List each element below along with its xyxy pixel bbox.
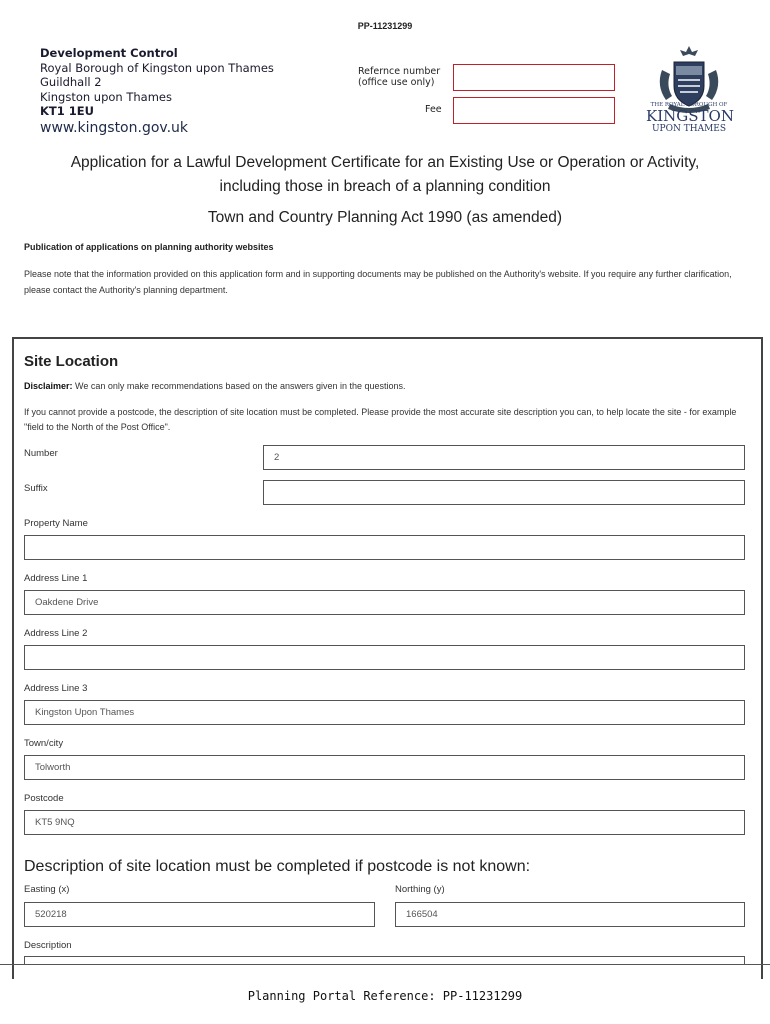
address-line-1-label: Address Line 1 — [24, 573, 88, 584]
address-line-3-label: Address Line 3 — [24, 683, 88, 694]
easting-label: Easting (x) — [24, 884, 70, 895]
address-line-1-input[interactable]: Oakdene Drive — [24, 590, 745, 615]
logo-text-1: THE ROYAL BOROUGH OF — [650, 102, 728, 108]
town-label: Town/city — [24, 738, 64, 749]
address-line-1: Development Control — [40, 46, 178, 60]
northing-input[interactable]: 166504 — [395, 902, 745, 927]
site-location-help: If you cannot provide a postcode, the description of site location must be completed. Please provide the most accurate site description you can, to help locate the site - for example "field to the North of the Post Office". — [24, 407, 737, 432]
northing-label: Northing (y) — [395, 884, 445, 895]
kingston-logo — [646, 42, 734, 138]
suffix-input[interactable] — [263, 480, 745, 505]
address-line-2-label: Address Line 2 — [24, 628, 88, 639]
property-name-label: Property Name — [24, 518, 88, 529]
publication-heading: Publication of applications on planning authority websites — [24, 242, 274, 252]
site-location-title: Site Location — [24, 353, 119, 370]
description-label: Description — [24, 940, 72, 951]
postcode-input[interactable]: KT5 9NQ — [24, 810, 745, 835]
reference-number-input[interactable] — [453, 64, 615, 91]
number-input[interactable]: 2 — [263, 445, 745, 470]
town-input[interactable]: Tolworth — [24, 755, 745, 780]
property-name-input[interactable] — [24, 535, 745, 560]
top-reference: PP-11231299 — [357, 21, 413, 31]
description-input[interactable] — [24, 956, 745, 964]
disclaimer-text: We can only make recommendations based on the answers given in the questions. — [72, 381, 406, 391]
reference-label-line-1: Refernce number — [358, 66, 441, 77]
page-divider — [0, 964, 770, 965]
title-line-1: Application for a Lawful Development Certificate for an Existing Use or Operation or Activity, — [70, 154, 700, 171]
footer-reference: Planning Portal Reference: PP-11231299 — [247, 989, 523, 1003]
address-line-3: Guildhall 2 — [40, 75, 102, 89]
fee-input[interactable] — [453, 97, 615, 124]
description-heading: Description of site location must be completed if postcode is not known: — [24, 858, 531, 875]
logo-text-2: KINGSTON — [646, 107, 734, 125]
easting-input[interactable]: 520218 — [24, 902, 375, 927]
number-label: Number — [24, 448, 58, 459]
postcode-label: Postcode — [24, 793, 64, 804]
address-line-3-input[interactable]: Kingston Upon Thames — [24, 700, 745, 725]
fee-label: Fee — [425, 104, 442, 115]
address-line-4: Kingston upon Thames — [40, 89, 173, 104]
reference-number-label — [358, 66, 440, 88]
address-line-2: Royal Borough of Kingston upon Thames — [40, 60, 274, 75]
website-link[interactable]: www.kingston.gov.uk — [40, 119, 189, 136]
publication-text: Please note that the information provided on this application form and in supporting documents may be published on the Authority's website. If you require any further clarification, please contact the Authority's planning department. — [24, 269, 732, 295]
address-line-2-input[interactable] — [24, 645, 745, 670]
suffix-label: Suffix — [24, 483, 48, 494]
address-line-5: KT1 1EU — [40, 104, 94, 118]
act-subtitle: Town and Country Planning Act 1990 (as amended) — [207, 209, 563, 226]
reference-label-line-2: (office use only) — [358, 77, 435, 88]
disclaimer — [24, 381, 406, 391]
title-line-2: including those in breach of a planning condition — [219, 178, 551, 195]
disclaimer-label: Disclaimer: — [24, 381, 73, 391]
council-address — [40, 46, 274, 138]
page-title — [20, 151, 750, 199]
logo-text-3: UPON THAMES — [651, 124, 727, 134]
